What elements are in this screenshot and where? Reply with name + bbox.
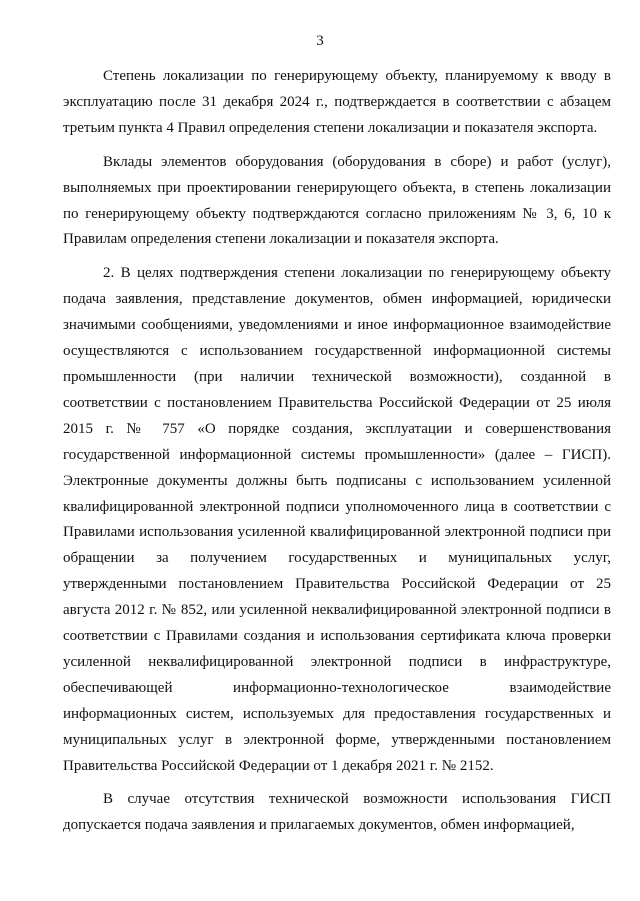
page-number: 3 — [316, 33, 324, 49]
paragraph-gisp-confirmation: 2. В целях подтверждения степени локализации по генерирующему объекту подача заявления, представление документов, обмен информацией, юридически значимыми сообщениями, уведомлениями и иное информационное взаимодействие осуществляются с использованием государственной информационной системы промышленности (при наличии технической возможности), созданной в соответствии с постановлением Правительства Российской Федерации от 25 июля 2015 г. № 757 «О порядке создания, эксплуатации и совершенствования государственной информационной системы промышленности» (далее – ГИСП). Электронные документы должны быть подписаны с использованием усиленной квалифицированной электронной подписи уполномоченного лица в соответствии с Правилами использования усиленной квалифицированной электронной подписи при обращении за получением государственных и муниципальных услуг, утвержденными постановлением Правительства Российской Федерации от 25 августа 2012 г. № 852, или усиленной неквалифицированной электронной подписи в соответствии с Правилами создания и использования сертификата ключа проверки усиленной неквалифицированной электронной подписи в инфраструктуре, обеспечивающей информационно-технологическое взаимодействие информационных систем, используемых для предоставления государственных и муниципальных услуг в электронной форме, утвержденными постановлением Правительства Российской Федерации от 1 декабря 2021 г. № 2152. — [63, 265, 611, 774]
paragraph-no-technical-possibility: В случае отсутствия технической возможности использования ГИСП допускается подача заявления и прилагаемых документов, обмен информацией, — [63, 791, 611, 834]
document-body — [63, 64, 611, 839]
paragraph-localization-degree: Степень локализации по генерирующему объекту, планируемому к вводу в эксплуатацию после 31 декабря 2024 г., подтверждается в соответствии с абзацем третьим пункта 4 Правил определения степени локализации и показателя экспорта. — [63, 68, 611, 136]
paragraph-equipment-contributions: Вклады элементов оборудования (оборудования в сборе) и работ (услуг), выполняемых при проектировании генерирующего объекта, в степень локализации по генерирующему объекту подтверждаются согласно приложениям № 3, 6, 10 к Правилам определения степени локализации и показателя экспорта. — [63, 153, 611, 248]
